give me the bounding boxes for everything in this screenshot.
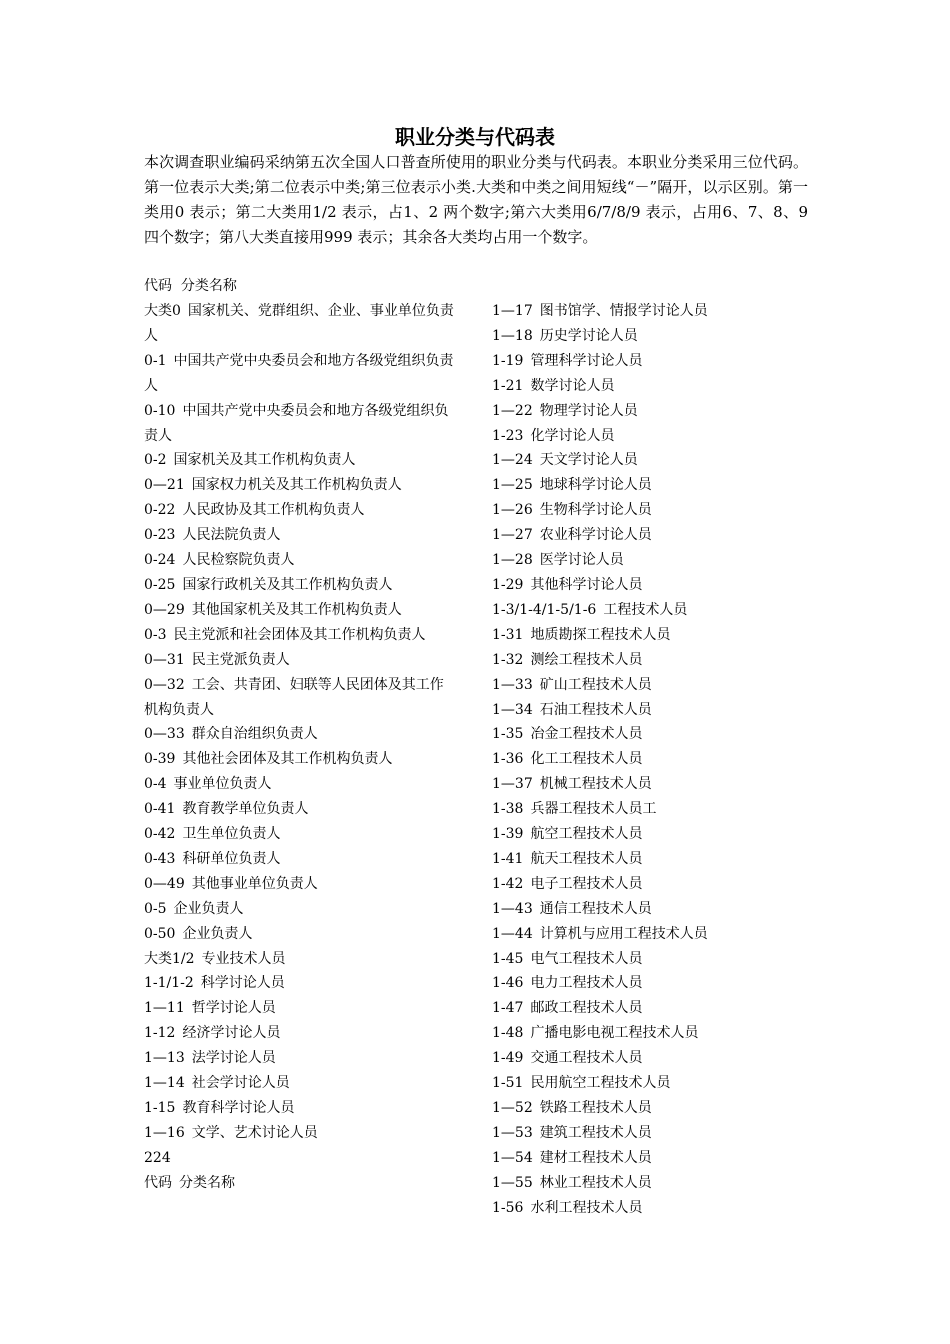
list-item bbox=[144, 548, 456, 573]
list-item bbox=[492, 947, 812, 972]
occupation-code: 1—28 bbox=[492, 552, 533, 569]
occupation-code: 1-3/1-4/1-5/1-6 bbox=[492, 601, 597, 618]
occupation-code: 1-46 bbox=[492, 975, 524, 992]
list-item bbox=[492, 573, 812, 598]
list-item bbox=[492, 797, 812, 822]
occupation-name: 中国共产党中央委员会和地方各级党组织负责人 bbox=[144, 352, 454, 394]
list-item bbox=[492, 872, 812, 897]
occupation-name: 农业科学讨论人员 bbox=[539, 527, 652, 544]
occupation-name: 管理科学讨论人员 bbox=[530, 352, 643, 369]
list-item bbox=[144, 747, 456, 772]
occupation-code: 0-3 bbox=[144, 626, 167, 643]
list-item bbox=[492, 747, 812, 772]
occupation-name: 电力工程技术人员 bbox=[530, 975, 643, 992]
occupation-name: 电气工程技术人员 bbox=[530, 950, 643, 967]
occupation-name: 社会学讨论人员 bbox=[191, 1075, 290, 1092]
list-item bbox=[492, 822, 812, 847]
occupation-name: 人民政协及其工作机构负责人 bbox=[182, 502, 365, 519]
occupation-code: 1-42 bbox=[492, 875, 524, 892]
occupation-code: 0-1 bbox=[144, 352, 167, 369]
list-item bbox=[144, 872, 456, 897]
list-item bbox=[144, 448, 456, 473]
list-item bbox=[144, 623, 456, 648]
list-item bbox=[492, 971, 812, 996]
occupation-name: 生物科学讨论人员 bbox=[539, 502, 652, 519]
list-item bbox=[144, 772, 456, 797]
occupation-code: 大类1/2 bbox=[144, 950, 195, 967]
list-item bbox=[492, 722, 812, 747]
occupation-code: 1—17 bbox=[492, 303, 533, 319]
list-item bbox=[144, 1096, 456, 1121]
occupation-code: 1—52 bbox=[492, 1100, 533, 1116]
occupation-name: 国家行政机关及其工作机构负责人 bbox=[182, 576, 393, 593]
occupation-name: 水利工程技术人员 bbox=[530, 1199, 643, 1216]
occupation-name: 教育教学单位负责人 bbox=[182, 801, 309, 818]
occupation-code: 0-25 bbox=[144, 576, 176, 593]
occupation-name: 法学讨论人员 bbox=[191, 1050, 276, 1067]
list-item bbox=[492, 324, 812, 349]
occupation-name: 人民法院负责人 bbox=[182, 527, 281, 544]
list-item bbox=[492, 772, 812, 797]
occupation-name: 中国共产党中央委员会和地方各级党组织负责人 bbox=[144, 402, 449, 444]
occupation-code: 1—27 bbox=[492, 527, 533, 544]
occupation-code: 1—22 bbox=[492, 402, 533, 419]
occupation-code: 1-15 bbox=[144, 1100, 176, 1116]
occupation-code: 1—26 bbox=[492, 502, 533, 519]
occupation-code: 1-51 bbox=[492, 1075, 524, 1092]
list-item bbox=[492, 996, 812, 1021]
occupation-name: 林业工程技术人员 bbox=[539, 1174, 652, 1191]
occupation-name: 数学讨论人员 bbox=[530, 377, 615, 394]
list-item bbox=[492, 374, 812, 399]
occupation-name: 民用航空工程技术人员 bbox=[530, 1075, 671, 1092]
occupation-name: 科研单位负责人 bbox=[182, 850, 281, 867]
occupation-name: 其他国家机关及其工作机构负责人 bbox=[191, 601, 402, 618]
occupation-name: 广播电影电视工程技术人员 bbox=[530, 1025, 699, 1042]
list-item bbox=[144, 996, 456, 1021]
occupation-code: 0-41 bbox=[144, 801, 176, 818]
occupation-code: 1-31 bbox=[492, 626, 524, 643]
left-column bbox=[144, 299, 456, 1196]
occupation-name: 地质勘探工程技术人员 bbox=[530, 626, 671, 643]
occupation-code: 0-2 bbox=[144, 452, 167, 469]
occupation-code: 1—13 bbox=[144, 1050, 185, 1067]
occupation-code: 0—29 bbox=[144, 601, 185, 618]
occupation-code: 大类0 bbox=[144, 303, 181, 319]
occupation-name: 建材工程技术人员 bbox=[539, 1149, 652, 1166]
occupation-code: 1-41 bbox=[492, 850, 524, 867]
occupation-name: 其他社会团体及其工作机构负责人 bbox=[182, 751, 393, 768]
occupation-code: 1—18 bbox=[492, 327, 533, 344]
occupation-name: 历史学讨论人员 bbox=[539, 327, 638, 344]
occupation-name: 兵器工程技术人员工 bbox=[530, 801, 657, 818]
occupation-name: 群众自治组织负责人 bbox=[191, 726, 318, 743]
list-item bbox=[144, 847, 456, 872]
occupation-name: 企业负责人 bbox=[173, 900, 244, 917]
occupation-code: 1—34 bbox=[492, 701, 533, 718]
list-item bbox=[144, 722, 456, 747]
list-item bbox=[144, 349, 456, 399]
occupation-code: 0-50 bbox=[144, 925, 176, 942]
list-item bbox=[492, 1021, 812, 1046]
list-item bbox=[492, 598, 812, 623]
list-item bbox=[144, 822, 456, 847]
header-code: 代码 bbox=[144, 278, 172, 294]
list-item bbox=[492, 922, 812, 947]
intro-paragraph: 本次调查职业编码采纳第五次全国人口普查所使用的职业分类与代码表。本职业分类采用三位代码。第一位表示大类;第二位表示中类;第三位表示小类.大类和中类之间用短线“－”隔开，以示区别。第一类用0 表示；第二大类用1/2 表示，占1、2 两个数字;第六大类用6/7/8/9 表示，占用6、7、8、9 四个数字；第八大类直接用999 表示；其余各大类均占用一个数字。 bbox=[144, 153, 808, 246]
header-name: 分类名称 bbox=[180, 278, 237, 294]
occupation-name: 图书馆学、情报学讨论人员 bbox=[539, 303, 708, 319]
list-item bbox=[144, 598, 456, 623]
list-item bbox=[492, 1171, 812, 1196]
occupation-name: 民主党派负责人 bbox=[191, 651, 290, 668]
list-item bbox=[492, 473, 812, 498]
occupation-code: 1-49 bbox=[492, 1050, 524, 1067]
occupation-name: 哲学讨论人员 bbox=[191, 1000, 276, 1017]
occupation-code: 0-24 bbox=[144, 552, 176, 569]
list-item bbox=[144, 473, 456, 498]
occupation-code: 1-39 bbox=[492, 826, 524, 843]
occupation-code: 代码 bbox=[144, 1174, 172, 1191]
occupation-code: 1-35 bbox=[492, 726, 524, 743]
occupation-code: 1-23 bbox=[492, 427, 524, 444]
list-item bbox=[492, 299, 812, 324]
list-item bbox=[144, 1146, 456, 1171]
occupation-code: 0-22 bbox=[144, 502, 176, 519]
occupation-code: 0—32 bbox=[144, 676, 185, 693]
list-item bbox=[144, 1071, 456, 1096]
list-item bbox=[144, 299, 456, 349]
occupation-name: 航空工程技术人员 bbox=[530, 826, 643, 843]
occupation-code: 0—33 bbox=[144, 726, 185, 743]
list-item bbox=[492, 1071, 812, 1096]
occupation-code: 1-32 bbox=[492, 651, 524, 668]
occupation-name: 邮政工程技术人员 bbox=[530, 1000, 643, 1017]
occupation-name: 矿山工程技术人员 bbox=[539, 676, 652, 693]
occupation-code: 1-12 bbox=[144, 1025, 176, 1042]
occupation-code: 1-21 bbox=[492, 377, 524, 394]
list-item bbox=[492, 498, 812, 523]
occupation-name: 经济学讨论人员 bbox=[182, 1025, 281, 1042]
list-item bbox=[144, 1121, 456, 1146]
list-item bbox=[492, 548, 812, 573]
list-item bbox=[144, 947, 456, 972]
occupation-code: 1-1/1-2 bbox=[144, 975, 194, 992]
occupation-name: 建筑工程技术人员 bbox=[539, 1124, 652, 1141]
occupation-code: 1—33 bbox=[492, 676, 533, 693]
list-item bbox=[144, 797, 456, 822]
occupation-name: 机械工程技术人员 bbox=[539, 776, 652, 793]
list-item bbox=[492, 399, 812, 424]
list-item bbox=[144, 573, 456, 598]
occupation-name: 工会、共青团、妇联等人民团体及其工作机构负责人 bbox=[144, 676, 444, 718]
occupation-name: 医学讨论人员 bbox=[539, 552, 624, 569]
occupation-code: 1—25 bbox=[492, 477, 533, 494]
list-item bbox=[492, 698, 812, 723]
occupation-code: 1-45 bbox=[492, 950, 524, 967]
occupation-name: 计算机与应用工程技术人员 bbox=[539, 925, 708, 942]
list-item bbox=[492, 1096, 812, 1121]
list-item bbox=[144, 1171, 456, 1196]
occupation-code: 1-36 bbox=[492, 751, 524, 768]
occupation-name: 物理学讨论人员 bbox=[539, 402, 638, 419]
occupation-name: 企业负责人 bbox=[182, 925, 253, 942]
list-item bbox=[492, 523, 812, 548]
occupation-code: 0-10 bbox=[144, 402, 176, 419]
occupation-name: 化工工程技术人员 bbox=[530, 751, 643, 768]
occupation-name: 地球科学讨论人员 bbox=[539, 477, 652, 494]
occupation-name: 天文学讨论人员 bbox=[539, 452, 638, 469]
document-title: 职业分类与代码表 bbox=[395, 125, 555, 149]
occupation-code: 0—31 bbox=[144, 651, 185, 668]
occupation-code: 1-48 bbox=[492, 1025, 524, 1042]
list-item bbox=[144, 523, 456, 548]
occupation-name: 国家机关及其工作机构负责人 bbox=[173, 452, 356, 469]
list-item bbox=[492, 1046, 812, 1071]
occupation-name: 石油工程技术人员 bbox=[539, 701, 652, 718]
occupation-code: 0—49 bbox=[144, 875, 185, 892]
occupation-name: 通信工程技术人员 bbox=[539, 900, 652, 917]
occupation-code: 1—55 bbox=[492, 1174, 533, 1191]
occupation-name: 专业技术人员 bbox=[201, 950, 286, 967]
occupation-name: 分类名称 bbox=[179, 1174, 235, 1191]
column-header bbox=[144, 274, 237, 299]
list-item bbox=[492, 648, 812, 673]
occupation-name: 事业单位负责人 bbox=[173, 776, 272, 793]
occupation-code: 1-56 bbox=[492, 1199, 524, 1216]
occupation-code: 1—11 bbox=[144, 1000, 185, 1017]
occupation-code: 1—16 bbox=[144, 1124, 185, 1141]
list-item bbox=[144, 498, 456, 523]
list-item bbox=[144, 922, 456, 947]
occupation-code: 1-38 bbox=[492, 801, 524, 818]
occupation-name: 交通工程技术人员 bbox=[530, 1050, 643, 1067]
occupation-name: 卫生单位负责人 bbox=[182, 826, 281, 843]
list-item bbox=[492, 673, 812, 698]
list-item bbox=[144, 399, 456, 449]
list-item bbox=[492, 897, 812, 922]
list-item bbox=[144, 897, 456, 922]
occupation-name: 测绘工程技术人员 bbox=[530, 651, 643, 668]
occupation-name: 航天工程技术人员 bbox=[530, 850, 643, 867]
occupation-code: 0—21 bbox=[144, 477, 185, 494]
occupation-name: 冶金工程技术人员 bbox=[530, 726, 643, 743]
list-item bbox=[144, 1046, 456, 1071]
occupation-code: 1—37 bbox=[492, 776, 533, 793]
list-item bbox=[492, 349, 812, 374]
occupation-name: 文学、艺术讨论人员 bbox=[191, 1124, 318, 1141]
occupation-name: 国家机关、党群组织、企业、事业单位负责人 bbox=[144, 303, 454, 344]
occupation-code: 1—43 bbox=[492, 900, 533, 917]
occupation-code: 1-47 bbox=[492, 1000, 524, 1017]
occupation-name: 人民检察院负责人 bbox=[182, 552, 295, 569]
occupation-name: 其他科学讨论人员 bbox=[530, 576, 643, 593]
occupation-code: 1—54 bbox=[492, 1149, 533, 1166]
list-item bbox=[492, 1121, 812, 1146]
occupation-name: 化学讨论人员 bbox=[530, 427, 615, 444]
occupation-name: 电子工程技术人员 bbox=[530, 875, 643, 892]
list-item bbox=[492, 1196, 812, 1221]
occupation-code: 0-23 bbox=[144, 527, 176, 544]
right-column bbox=[492, 299, 812, 1221]
list-item bbox=[492, 847, 812, 872]
occupation-code: 1—44 bbox=[492, 925, 533, 942]
occupation-name: 国家权力机关及其工作机构负责人 bbox=[191, 477, 402, 494]
occupation-code: 1—14 bbox=[144, 1075, 185, 1092]
occupation-code: 0-5 bbox=[144, 900, 167, 917]
list-item bbox=[492, 1146, 812, 1171]
occupation-name: 教育科学讨论人员 bbox=[182, 1100, 295, 1116]
occupation-name: 其他事业单位负责人 bbox=[191, 875, 318, 892]
occupation-code: 1—24 bbox=[492, 452, 533, 469]
list-item bbox=[144, 673, 456, 723]
occupation-name: 工程技术人员 bbox=[603, 601, 688, 618]
occupation-code: 1-29 bbox=[492, 576, 524, 593]
occupation-code: 1—53 bbox=[492, 1124, 533, 1141]
list-item bbox=[144, 971, 456, 996]
list-item bbox=[144, 1021, 456, 1046]
occupation-code: 0-43 bbox=[144, 850, 176, 867]
occupation-code: 224 bbox=[144, 1149, 171, 1166]
occupation-code: 0-39 bbox=[144, 751, 176, 768]
occupation-name: 科学讨论人员 bbox=[200, 975, 285, 992]
occupation-name: 民主党派和社会团体及其工作机构负责人 bbox=[173, 626, 426, 643]
list-item bbox=[492, 424, 812, 449]
occupation-code: 0-42 bbox=[144, 826, 176, 843]
list-item bbox=[492, 448, 812, 473]
list-item bbox=[144, 648, 456, 673]
list-item bbox=[492, 623, 812, 648]
occupation-name: 铁路工程技术人员 bbox=[539, 1100, 652, 1116]
occupation-code: 0-4 bbox=[144, 776, 167, 793]
occupation-code: 1-19 bbox=[492, 352, 524, 369]
